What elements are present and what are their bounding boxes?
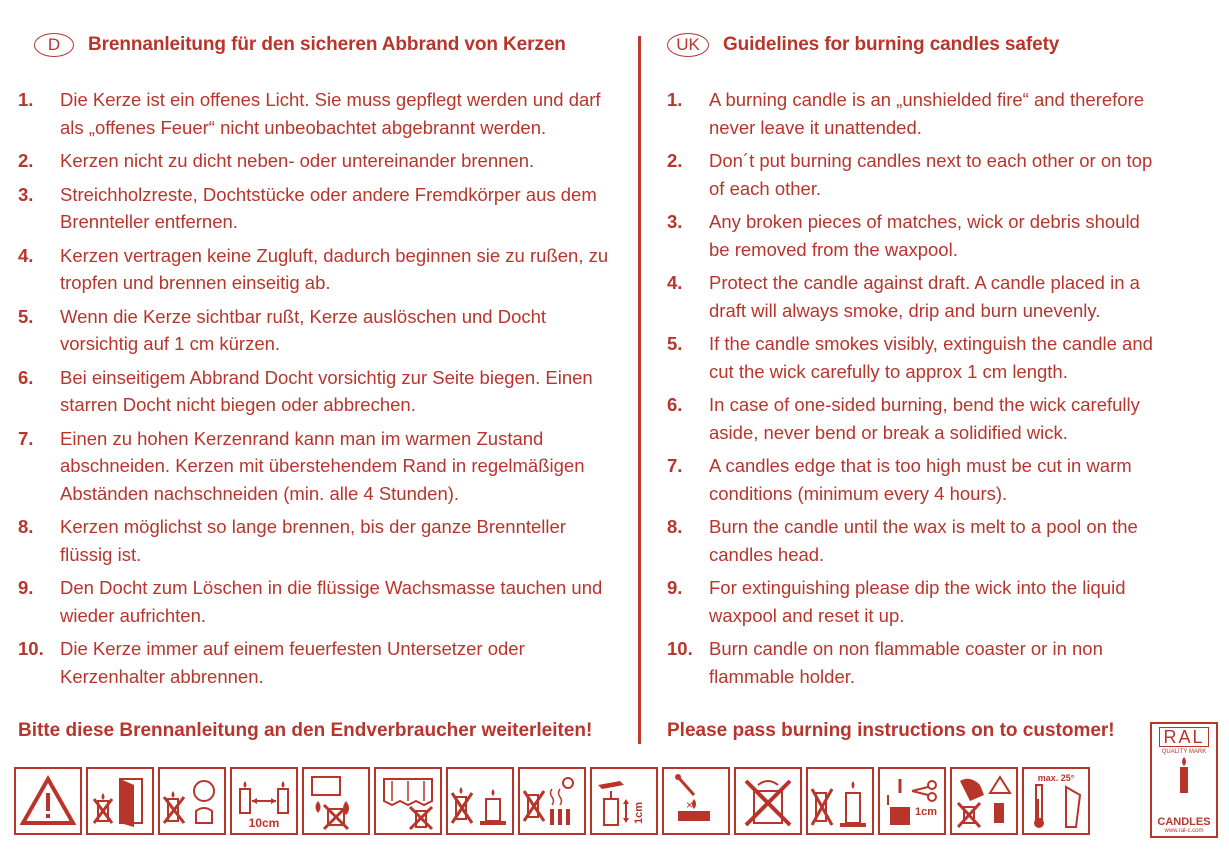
instruction-text: Bei einseitigem Abbrand Docht vorsichtig zur Seite biegen. Einen starren Docht nicht biegen oder abbrechen. — [60, 366, 593, 415]
instruction-number: 10. — [18, 638, 44, 659]
instruction-number: 10. — [667, 638, 693, 659]
trim-wick-1cm-icon — [590, 767, 658, 835]
label-1cm-vertical: 1cm — [633, 801, 645, 825]
column-divider — [638, 36, 641, 744]
ral-quality-mark-logo — [1150, 722, 1218, 838]
instruction-number: 7. — [18, 427, 34, 449]
german-language-badge: D — [34, 33, 74, 57]
english-instruction-item — [667, 330, 1157, 385]
german-title: Brennanleitung für den sicheren Abbrand von Kerzen — [88, 34, 566, 55]
instruction-number: 1. — [667, 89, 683, 110]
english-instructions-list — [667, 86, 1157, 690]
english-instruction-item — [667, 635, 1157, 690]
instruction-number: 8. — [667, 516, 683, 537]
german-instruction-item — [18, 147, 618, 175]
german-instruction-item — [18, 303, 618, 358]
no-stacking-icon — [446, 767, 514, 835]
svg-text:×: × — [686, 798, 694, 812]
instruction-number: 4. — [18, 244, 34, 266]
children-pets-icon — [158, 767, 226, 835]
instruction-text: If the candle smokes visibly, extinguish the candle and cut the wick carefully to approx 1 cm length. — [709, 333, 1153, 382]
instruction-text: Kerzen möglichst so lange brennen, bis der ganze Brennteller flüssig ist. — [60, 516, 566, 565]
instruction-text: A burning candle is an „unshielded fire“ and therefore never leave it unattended. — [709, 89, 1145, 138]
german-instruction-item — [18, 574, 618, 629]
english-instruction-item — [667, 574, 1157, 629]
instruction-number: 2. — [667, 150, 683, 171]
no-flammable-nearby-icon — [950, 767, 1018, 835]
english-header — [667, 30, 1157, 60]
heat-source-icon — [302, 767, 370, 835]
instruction-text: Den Docht zum Löschen in die flüssige Wachsmasse tauchen und wieder aufrichten. — [60, 577, 603, 626]
english-instruction-item — [667, 391, 1157, 446]
german-instruction-item — [18, 86, 618, 141]
english-instruction-item — [667, 86, 1157, 141]
english-instruction-item — [667, 452, 1157, 507]
english-instruction-item — [667, 147, 1157, 202]
german-instruction-item — [18, 635, 618, 690]
thermometer-icon — [1022, 767, 1090, 835]
warning-triangle-icon — [14, 767, 82, 835]
instruction-text: Kerzen vertragen keine Zugluft, dadurch beginnen sie zu rußen, zu tropfen und brennen einseitig ab. — [60, 244, 609, 293]
german-instruction-item — [18, 513, 618, 568]
instruction-text: Wenn die Kerze sichtbar rußt, Kerze auslöschen und Docht vorsichtig auf 1 cm kürzen. — [60, 305, 547, 354]
instruction-number: 3. — [18, 183, 34, 205]
instruction-number: 9. — [667, 577, 683, 598]
ral-candles-text: CANDLES — [1157, 816, 1211, 828]
instruction-number: 2. — [18, 150, 34, 171]
no-matches-in-wax-icon — [662, 767, 730, 835]
english-instruction-item — [667, 208, 1157, 263]
instruction-text: In case of one-sided burning, bend the wick carefully aside, never bend or break a solidified wick. — [709, 394, 1140, 443]
instruction-text: Einen zu hohen Kerzenrand kann man im warmen Zustand abschneiden. Kerzen mit überstehendem Rand in regelmäßigen Abständen nachschneiden (min. alle 4 Stunden). — [60, 427, 585, 504]
instruction-number: 9. — [18, 577, 34, 598]
ral-quality-mark-text: QUALITY MARK — [1161, 749, 1207, 755]
english-title: Guidelines for burning candles safety — [723, 34, 1060, 55]
instruction-number: 6. — [667, 394, 683, 415]
german-instruction-item — [18, 425, 618, 508]
instruction-text: Any broken pieces of matches, wick or debris should be removed from the waxpool. — [709, 211, 1140, 260]
english-instruction-item — [667, 513, 1157, 568]
instruction-text: Streichholzreste, Dochtstücke oder andere Fremdkörper aus dem Brennteller entfernen. — [60, 183, 597, 232]
instruction-number: 4. — [667, 272, 683, 293]
distance-10cm-icon — [230, 767, 298, 835]
instruction-text: Protect the candle against draft. A candle placed in a draft will always smoke, drip and burn unevenly. — [709, 272, 1140, 321]
english-instruction-item — [667, 269, 1157, 324]
instruction-text: A candles edge that is too high must be cut in warm conditions (minimum every 4 hours). — [709, 455, 1132, 504]
upright-candle-icon — [806, 767, 874, 835]
german-forward-note: Bitte diese Brennanleitung an den Endverbraucher weiterleiten! — [18, 720, 593, 741]
instruction-text: Burn the candle until the wax is melt to a pool on the candles head. — [709, 516, 1138, 565]
german-instruction-item — [18, 364, 618, 419]
radiator-sun-icon — [518, 767, 586, 835]
instruction-text: Burn candle on non flammable coaster or in non flammable holder. — [709, 638, 1103, 687]
english-column — [667, 30, 1157, 696]
unattended-candle-icon — [86, 767, 154, 835]
scissors-1cm-icon — [878, 767, 946, 835]
instruction-number: 1. — [18, 89, 34, 110]
german-column — [18, 30, 618, 696]
candle-logo-icon — [1164, 755, 1204, 795]
label-1cm-horizontal: 1cm — [914, 806, 938, 818]
instruction-text: Die Kerze ist ein offenes Licht. Sie muss gepflegt werden und darf als „offenes Feuer“ nicht unbeobachtet abgebrannt werden. — [60, 89, 601, 138]
instruction-number: 6. — [18, 366, 34, 388]
instruction-text: For extinguishing please dip the wick into the liquid waxpool and reset it up. — [709, 577, 1126, 626]
german-header — [18, 30, 618, 60]
ral-logo-text: RAL — [1159, 727, 1208, 747]
label-10cm: 10cm — [248, 816, 280, 830]
instruction-number: 5. — [18, 305, 34, 327]
english-language-badge: UK — [667, 33, 709, 57]
german-instruction-item — [18, 242, 618, 297]
german-instruction-item — [18, 181, 618, 236]
ral-url-text: www.ral-c.com — [1164, 828, 1204, 834]
pictogram-row — [14, 767, 1090, 835]
label-max-temp: max. 25° — [1037, 773, 1075, 783]
english-forward-note: Please pass burning instructions on to customer! — [667, 720, 1115, 741]
instruction-text: Kerzen nicht zu dicht neben- oder untereinander brennen. — [60, 150, 535, 171]
curtain-icon — [374, 767, 442, 835]
instruction-text: Don´t put burning candles next to each other or on top of each other. — [709, 150, 1153, 199]
no-blowing-icon — [734, 767, 802, 835]
german-instructions-list — [18, 86, 618, 690]
instruction-text: Die Kerze immer auf einem feuerfesten Untersetzer oder Kerzenhalter abbrennen. — [60, 638, 525, 687]
instruction-number: 7. — [667, 455, 683, 476]
instruction-number: 3. — [667, 211, 683, 232]
instruction-number: 5. — [667, 333, 683, 354]
instruction-number: 8. — [18, 516, 34, 537]
